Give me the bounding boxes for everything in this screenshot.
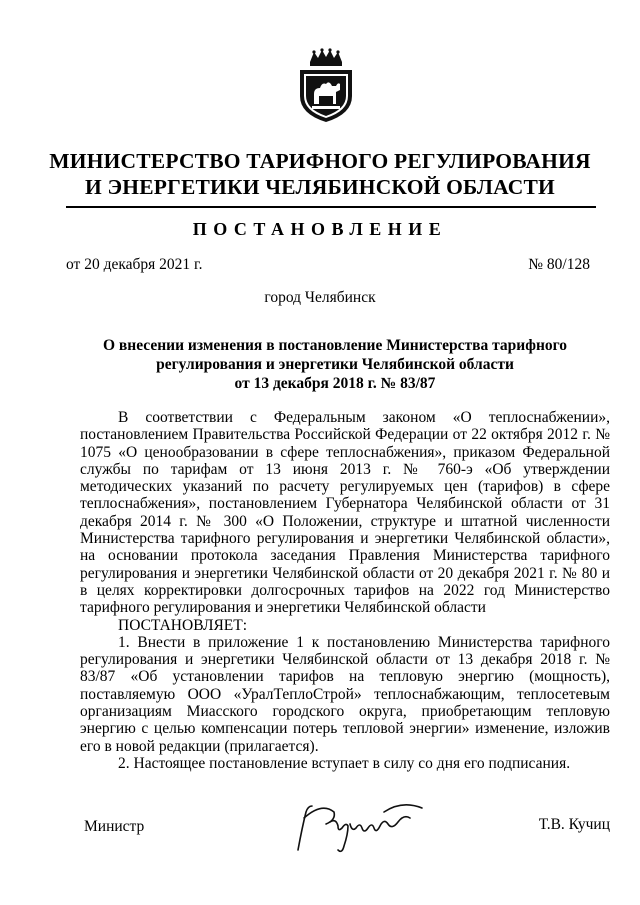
signer-name: Т.В. Кучиц [538,816,610,833]
title-line1: О внесении изменения в постановление Министерства тарифного [102,337,568,354]
document-body [80,409,610,772]
signature-icon [292,798,432,858]
document-type: ПОСТАНОВЛЕНИЕ [192,219,448,239]
ministry-name [20,148,620,200]
ministry-name-line2: И ЭНЕРГЕТИКИ ЧЕЛЯБИНСКОЙ ОБЛАСТИ [85,175,555,199]
document-date: от 20 декабря 2021 г. [66,256,203,273]
ministry-name-line1: МИНИСТЕРСТВО ТАРИФНОГО РЕГУЛИРОВАНИЯ [49,149,591,173]
decree-word: ПОСТАНОВЛЯЕТ: [118,616,248,634]
title-line3: от 13 декабря 2018 г. № 83/87 [234,375,436,392]
document-city: город Челябинск [264,289,376,306]
header-divider [66,206,596,208]
document-title [80,336,590,393]
signer-role: Министр [84,818,145,835]
item-1-paragraph: 1. Внести в приложение 1 к постановлению Министерства тарифного регулирования и энергетики Челябинской области от 13 декабря 2018 г. № 83/87 «Об установлении тарифов на тепловую энергию (мощность), поставляемую ООО «УралТеплоСтрой» теплоснабжающим, теплосетевым организациям Миасского городского округа, приобретающим тепловую энергию с целью компенсации потерь тепловой энергии» изменение, изложив его в новой редакции (прилагается). [80,633,610,755]
coat-of-arms-icon [296,48,356,124]
preamble-paragraph: В соответствии с Федеральным законом «О теплоснабжении», постановлением Правительства Российской Федерации от 22 октября 2012 г. № 1075 «О ценообразовании в сфере теплоснабжения», приказом Федеральной службы по тарифам от 13 июня 2013 г. № 760-э «Об утверждении методических указаний по расчету регулируемых цен (тарифов) в сфере теплоснабжения», постановлением Губернатора Челябинской области от 31 декабря 2014 г. № 300 «О Положении, структуре и штатной численности Министерства тарифного регулирования и энергетики Челябинской области», на основании протокола заседания Правления Министерства тарифного регулирования и энергетики Челябинской области от 20 декабря 2021 г. № 80 и в целях корректировки долгосрочных тарифов на 2022 год Министерство тарифного регулирования и энергетики Челябинской области [80,409,610,617]
title-line2: регулирования и энергетики Челябинской области [156,356,514,373]
item-2-paragraph: 2. Настоящее постановление вступает в силу со дня его подписания. [118,754,571,772]
document-number: № 80/128 [528,256,590,273]
